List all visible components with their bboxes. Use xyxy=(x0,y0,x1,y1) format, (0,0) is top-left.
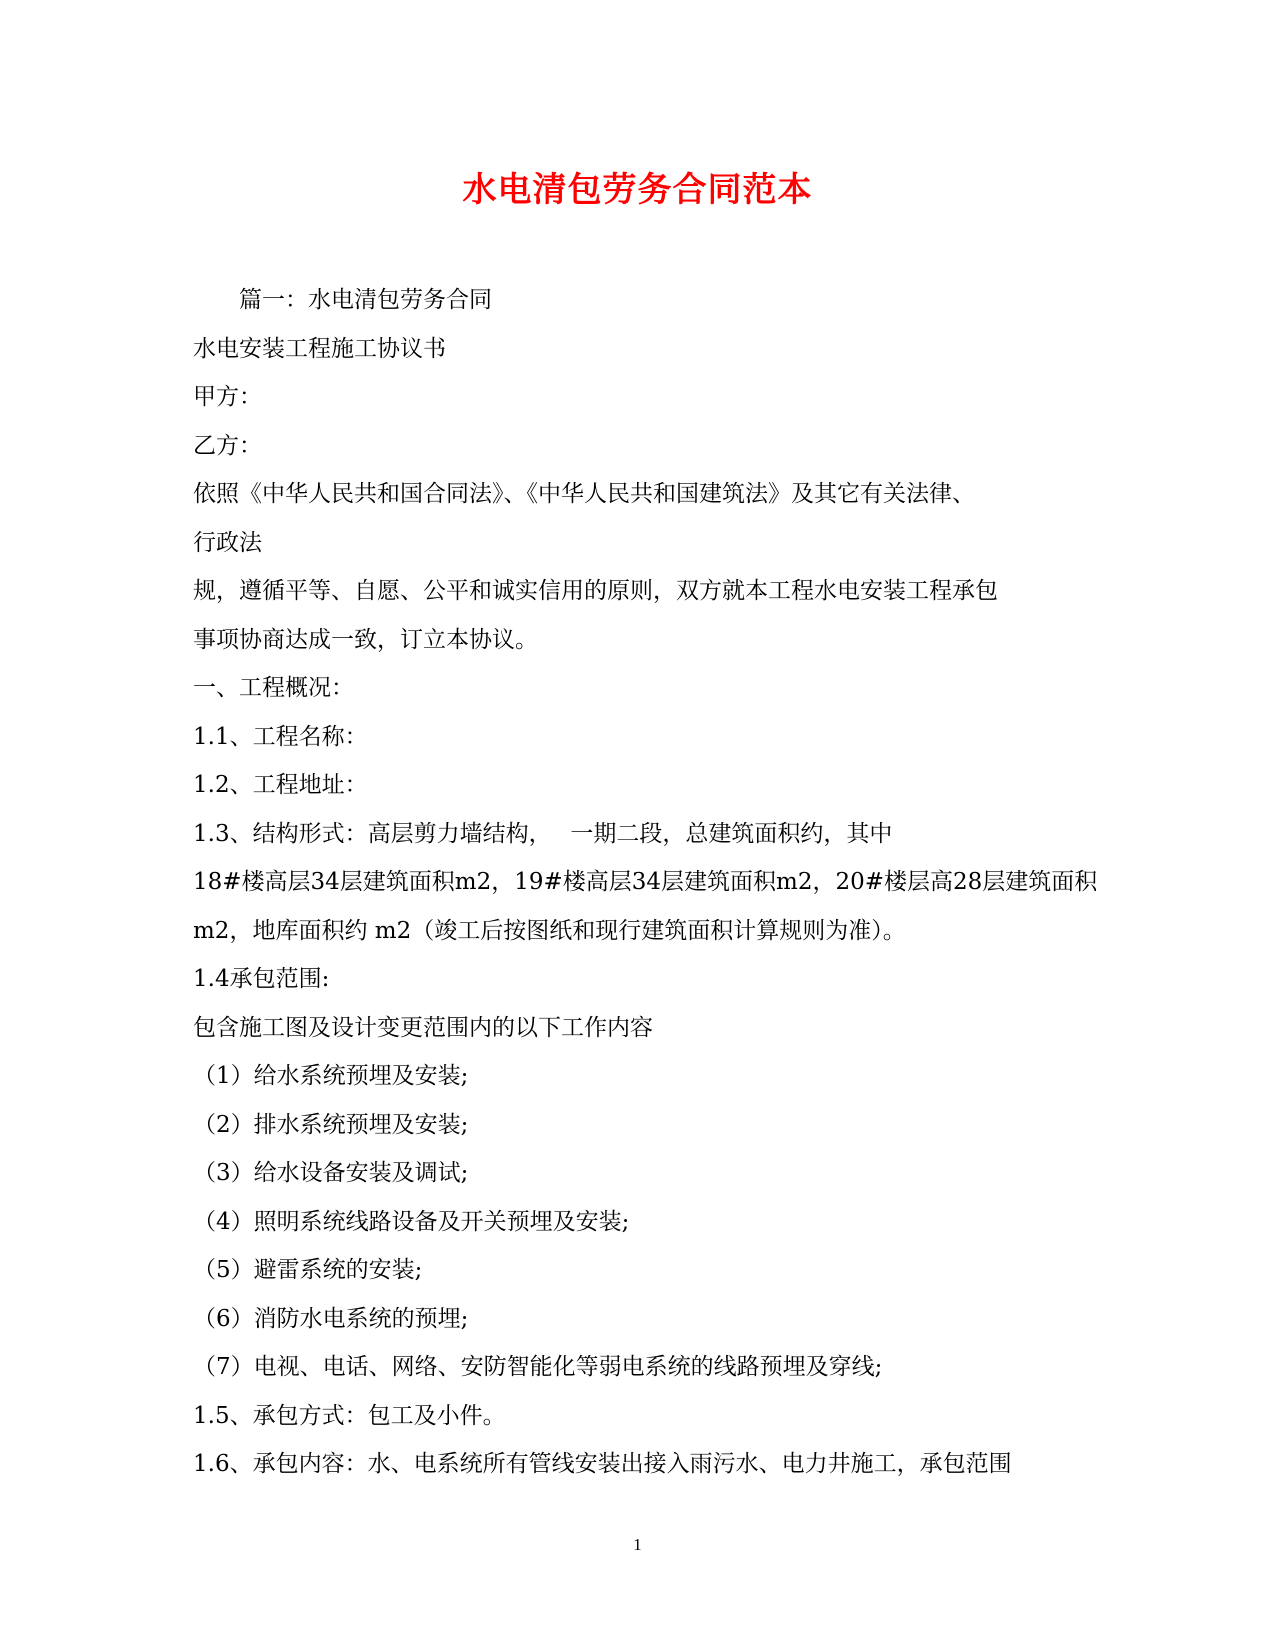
clause-line: 18#楼高层34层建筑面积m2，19#楼高层34层建筑面积m2，20#楼层高28层建筑面积 xyxy=(193,869,1098,895)
clause-line: 1.5、承包方式：包工及小件。 xyxy=(193,1402,506,1429)
clause-line: 1.6、承包内容：水、电系统所有管线安装出接入雨污水、电力井施工，承包范围 xyxy=(193,1451,1012,1477)
clause-line: 包含施工图及设计变更范围内的以下工作内容 xyxy=(193,1014,653,1041)
clause-line: 1.3、结构形式：高层剪力墙结构， 一期二段，总建筑面积约，其中 xyxy=(193,820,893,847)
party-b-line: 乙方： xyxy=(193,432,262,459)
list-item: （6）消防水电系统的预埋; xyxy=(193,1305,469,1332)
clause-line: 1.4承包范围: xyxy=(193,966,330,992)
list-item: （5）避雷系统的安装; xyxy=(193,1257,423,1283)
list-item: （1）给水系统预埋及安装; xyxy=(193,1063,469,1089)
paragraph-line: 行政法 xyxy=(193,529,262,556)
document-title: 水电清包劳务合同范本 xyxy=(462,170,813,210)
clause-line: 1.2、工程地址： xyxy=(193,772,368,798)
list-item: （2）排水系统预埋及安装; xyxy=(193,1111,469,1138)
paragraph-line: 事项协商达成一致，订立本协议。 xyxy=(193,626,538,653)
section-heading: 篇一：水电清包劳务合同 xyxy=(239,287,492,313)
party-a-line: 甲方： xyxy=(193,384,262,410)
clause-line: 1.1、工程名称： xyxy=(193,723,368,750)
document-body xyxy=(193,276,1098,1489)
clause-heading: 一、工程概况： xyxy=(193,675,354,701)
paragraph-line: 规，遵循平等、自愿、公平和诚实信用的原则，双方就本工程水电安装工程承包 xyxy=(193,578,998,604)
clause-line: m2，地库面积约 m2（竣工后按图纸和现行建筑面积计算规则为准）。 xyxy=(193,917,906,944)
paragraph-line: 依照《中华人民共和国合同法》、《中华人民共和国建筑法》及其它有关法律、 xyxy=(193,481,975,507)
list-item: （7）电视、电话、网络、安防智能化等弱电系统的线路预埋及穿线; xyxy=(193,1354,883,1380)
list-item: （4）照明系统线路设备及开关预埋及安装; xyxy=(193,1208,630,1235)
page-number: 1 xyxy=(633,1535,642,1554)
agreement-title: 水电安装工程施工协议书 xyxy=(193,335,446,362)
list-item: （3）给水设备安装及调试; xyxy=(193,1160,469,1186)
